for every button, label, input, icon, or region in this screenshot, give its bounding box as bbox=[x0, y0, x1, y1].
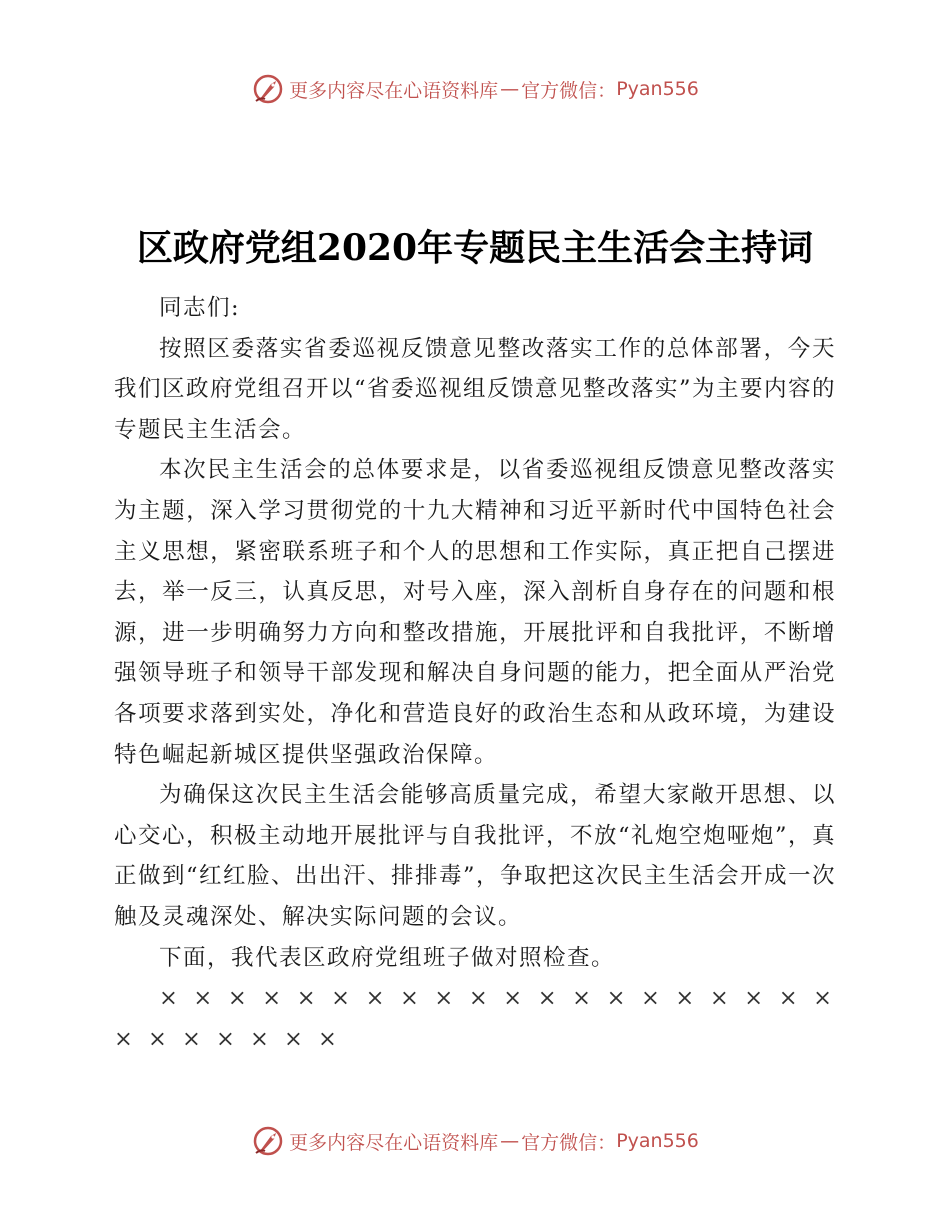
paragraph: 按照区委落实省委巡视反馈意见整改落实工作的总体部署，今天我们区政府党组召开以“省委巡视组反馈意见整改落实”为主要内容的专题民主生活会。 bbox=[114, 335, 837, 443]
watermark-text: 更多内容尽在心语资料库 bbox=[289, 1131, 499, 1154]
document-body bbox=[114, 288, 836, 1059]
paragraph: 本次民主生活会的总体要求是，以省委巡视组反馈意见整改落实为主题，深入学习贯彻党的十九大精神和习近平新时代中国特色社会主义思想，紧密联系班子和个人的思想和工作实际，真正把自己摆进去，举一反三，认真反思，对号入座，深入剖析自身存在的问题和根源，进一步明确努力方向和整改措施，开展批评和自我批评，不断增强领导班子和领导干部发现和解决自身问题的能力，把全面从严治党各项要求落到实处，净化和营造良好的政治生态和从政环境，为建设特色崛起新城区提供坚强政治保障。 bbox=[114, 457, 836, 768]
footer-watermark bbox=[0, 1124, 950, 1158]
paragraph: 为确保这次民主生活会能够高质量完成，希望大家敞开思想、以心交心，积极主动地开展批评与自我批评，不放“礼炮空炮哑炮”，真正做到“红红脸、出出汗、排排毒”，争取把这次民主生活会开成一次触及灵魂深处、解决实际问题的会议。 bbox=[114, 782, 837, 930]
watermark-separator: — bbox=[500, 1130, 520, 1152]
cross-mark-line: × × × × × × × × × × × × × × × × × × × × × × × × × × × bbox=[114, 985, 836, 1052]
document-title: 区政府党组2020年专题民主生活会主持词 bbox=[136, 227, 814, 269]
paragraph-salutation: 同志们: bbox=[159, 295, 241, 321]
watermark-wechat-label: 官方微信： bbox=[521, 79, 617, 102]
watermark-wechat-id: Pyan556 bbox=[616, 1130, 699, 1152]
watermark-wechat-id: Pyan556 bbox=[616, 78, 699, 100]
watermark-separator: — bbox=[500, 78, 520, 100]
watermark-wechat-label: 官方微信： bbox=[521, 1131, 617, 1154]
paragraph: 下面，我代表区政府党组班子做对照检查。 bbox=[159, 944, 616, 971]
pen-nib-logo-icon bbox=[251, 72, 285, 106]
pen-nib-logo-icon bbox=[251, 1124, 285, 1158]
header-watermark bbox=[0, 72, 950, 106]
watermark-text: 更多内容尽在心语资料库 bbox=[289, 79, 499, 102]
